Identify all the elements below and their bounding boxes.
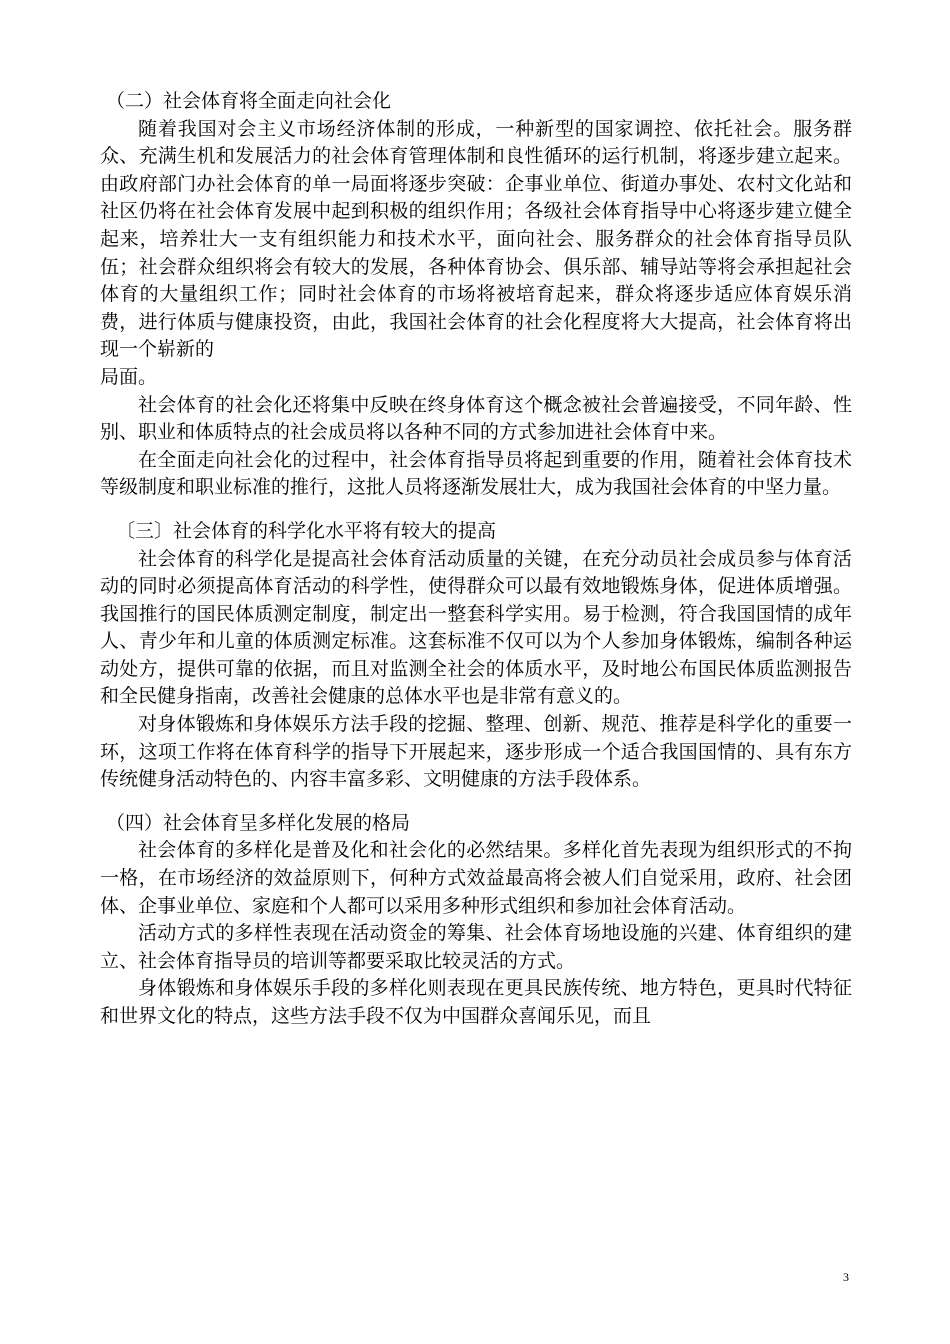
paragraph: 在全面走向社会化的过程中，社会体育指导员将起到重要的作用，随着社会体育技术等级制度和职业标准的推行，这批人员将逐渐发展壮大，成为我国社会体育的中坚力量。 — [100, 448, 852, 499]
paragraph-tail: 局面。 — [100, 365, 158, 388]
paragraph: 社会体育的科学化是提高社会体育活动质量的关键，在充分动员社会成员参与体育活动的同时必须提高体育活动的科学性，使得群众可以最有效地锻炼身体，促进体质增强。我国推行的国民体质测定制度，制定出一整套科学实用。易于检测，符合我国国情的成年人、青少年和儿童的体质测定标准。这套标准不仅可以为个人参加身体锻炼，编制各种运动处方，提供可靠的依据，而且对监测全社会的体质水平，及时地公布国民体质监测报告和全民健身指南，改善社会健康的总体水平也是非常有意义的。 — [100, 547, 852, 708]
section-heading-2: （二）社会体育将全面走向社会化 — [106, 90, 392, 112]
paragraph: 社会体育的社会化还将集中反映在终身体育这个概念被社会普遍接受，不同年龄、性别、职业和体质特点的社会成员将以各种不同的方式参加进社会体育中来。 — [100, 393, 852, 444]
paragraph: 活动方式的多样性表现在活动资金的筹集、社会体育场地设施的兴建、体育组织的建立、社会体育指导员的培训等都要采取比较灵活的方式。 — [100, 922, 852, 972]
page-number: 3 — [843, 1270, 849, 1284]
paragraph: 社会体育的多样化是普及化和社会化的必然结果。多样化首先表现为组织形式的不拘一格，在市场经济的效益原则下，何种方式效益最高将会被人们自觉采用，政府、社会团体、企事业单位、家庭和个人都可以采用多种形式组织和参加社会体育活动。 — [100, 839, 852, 917]
section-heading-4: （四）社会体育呈多样化发展的格局 — [106, 811, 411, 834]
paragraph: 对身体锻炼和身体娱乐方法手段的挖掘、整理、创新、规范、推荐是科学化的重要一环，这项工作将在体育科学的指导下开展起来，逐步形成一个适合我国国情的、具有东方传统健身活动特色的、内容丰富多彩、文明健康的方法手段体系。 — [100, 713, 852, 791]
document-body — [100, 88, 852, 1031]
paragraph: 随着我国对会主义市场经济体制的形成，一种新型的国家调控、依托社会。服务群众、充满生机和发展活力的社会体育管理体制和良性循环的运行机制，将逐步建立起来。由政府部门办社会体育的单一局面将逐步突破：企事业单位、街道办事处、农村文化站和社区仍将在社会体育发展中起到积极的组织作用；各级社会体育指导中心将逐步建立健全起来，培养壮大一支有组织能力和技术水平，面向社会、服务群众的社会体育指导员队伍；社会群众组织将会有较大的发展，各种体育协会、俱乐部、辅导站等将会承担起社会体育的大量组织工作；同时社会体育的市场将被培育起来，群众将逐步适应体育娱乐消费，进行体质与健康投资，由此，我国社会体育的社会化程度将大大提高，社会体育将出现一个崭新的 — [100, 117, 852, 361]
section-heading-3: 〔三〕社会体育的科学化水平将有较大的提高 — [116, 519, 497, 542]
paragraph: 身体锻炼和身体娱乐手段的多样化则表现在更具民族传统、地方特色，更具时代特征和世界文化的特点，这些方法手段不仅为中国群众喜闻乐见，而且 — [100, 977, 852, 1027]
